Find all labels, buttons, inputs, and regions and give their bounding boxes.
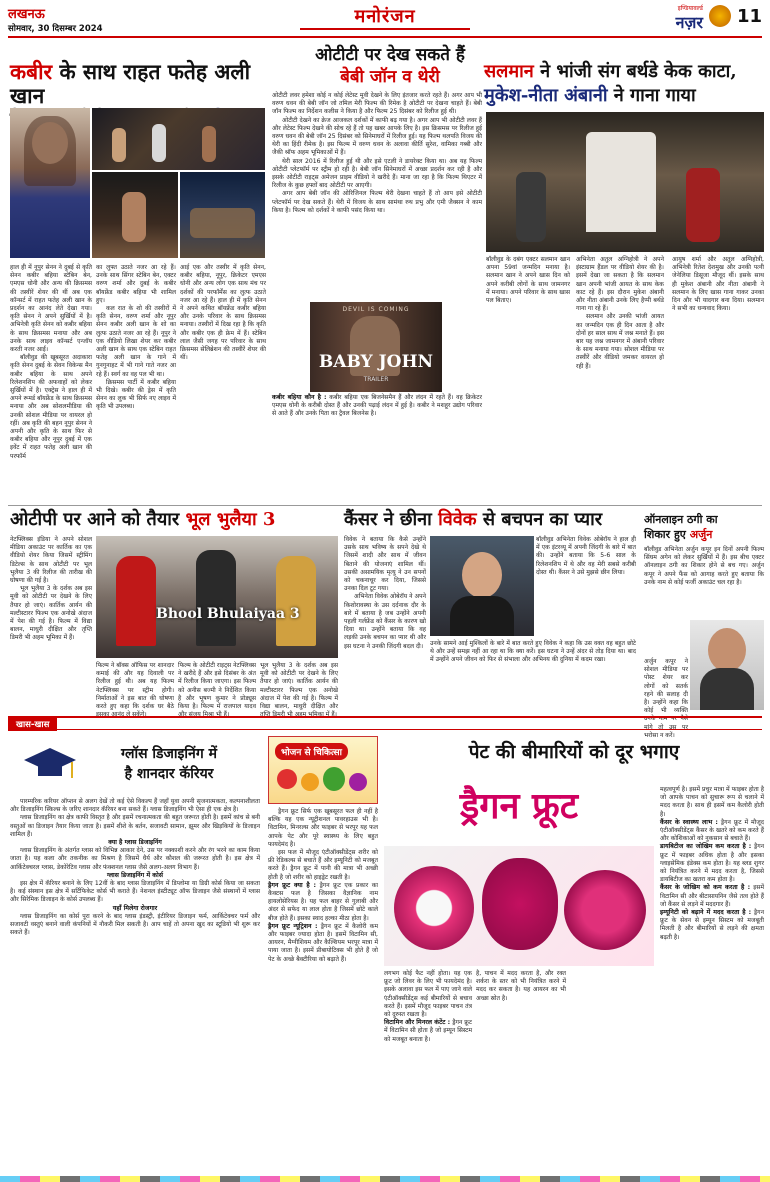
salman-birthday-photo (486, 112, 764, 252)
story2-headline: ओटीटी पर देख सकते हैं बेबी जॉन व थेरी (315, 45, 465, 87)
logo-text: नज़र (675, 13, 703, 32)
story4-col3: फिल्म के ओटीटी राइट्स नेटफ्लिक्स ने खरीदे हैं और इसे दिसंबर के अंत में रिलीज किया जाएगा। इस फिल्म को अनीस बज्मी ने निर्देशित किया है और भूषण कुमार ने प्रोड्यूस किया है। फिल्म में राजपाल यादव और संजय मिश्रा भी हैं। (178, 662, 256, 719)
story6-body: बॉलीवुड अभिनेता अर्जुन कपूर इन दिनों अपनी फिल्म सिंघम अगेन को लेकर सुर्खियों में हैं। इस बीच एक्टर ऑनलाइन ठगी का शिकार होने से बच गए। अर्जुन कपूर ने अपने फैंस को आगाह करते हुए बताया कि उनके नाम से कोई फर्जी अकाउंट चल रहा है। (644, 546, 764, 586)
food-therapy-badge: भोजन से चिकित्सा (268, 736, 378, 804)
story4-headline: ओटीपी पर आने को तैयार भूल भुलैया 3 (10, 509, 276, 530)
graduation-cap-icon (22, 744, 78, 788)
story5-col3: बॉलीवुड अभिनेता विवेक ओबेरॉय ने हाल ही में एक इंटरव्यू में अपनी जिंदगी के बारे में बात की। उन्होंने बताया कि 5-6 साल के रिलेशनशिप में थे और वह मेरी सबसे करीबी दोस्त थी। कैंसर ने उसे मुझसे छीन लिया। (536, 536, 636, 576)
story4-col4: भूल भुलैया 3 के दर्शक अब इस मूवी को ओटीटी पर देखने के लिए तैयार हो जाएं। कार्तिक आर्यन की मल्टीस्टारर फिल्म एक अनोखे अंदाज में पेश की गई है। फिल्म में विद्या बालन, माधुरी दीक्षित और तृप्ति डिमरी भी अहम भूमिका में हैं। (260, 662, 338, 719)
section-header (300, 4, 470, 30)
story7-headline: ग्लॉस डिजाइनिंग में है शानदार कॅरियर (121, 746, 217, 782)
story2-body: ओटीटी लवर हमेशा कोई न कोई लेटेस्ट मूवी देखने के लिए इंतजार करते रहते हैं। अगर आप भी वरुण धवन की बेबी जॉन जो तमिल मेरी फिल्म की रिमेक है ओटीटी पर देखना चाहते हैं। बेबी जॉन फिल्म का निर्देशन कलीस ने किया है और फिल्म 25 दिसंबर को रिलीज हुई थी। ओटीटी देखने का क्रेज आजकल दर्शकों में काफी बढ़ गया है। अगर आप भी ओटीटी लवर हैं और लेटेस्ट फिल्म देखने की सोच रहे हैं तो यह खबर आपके लिए है। इस क्रिसमस पर रिलीज हुई वरुण धवन की बेबी जॉन 25 दिसंबर को सिनेमाघरों में रिलीज हुई। यह फिल्म थलपति विजय की थेरी का हिंदी रीमेक है। इस फिल्म में वरुण धवन के अलावा कीर्ति सुरेश, वामिका गब्बी और जैकी श्रॉफ अहम भूमिकाओं में हैं। थेरी साल 2016 में रिलीज हुई थी और इसे एटली ने डायरेक्ट किया था। अब यह फिल्म ओटीटी प्लेटफॉर्म पर स्ट्रीम हो रही है। बेबी जॉन सिनेमाघरों में अच्छा प्रदर्शन कर रही है और इसके ओटीटी राइट्स अमेजन प्राइम वीडियो ने खरीदे हैं। माना जा रहा है कि फिल्म थिएटर में रिलीज के कुछ हफ्तों बाद ओटीटी पर आएगी। अगर आप बेबी जॉन की ओरिजिनल फिल्म थेरी देखना चाहते हैं तो आप इसे ओटीटी प्लेटफॉर्म पर देख सकते हैं। थेरी में विजय के साथ सामंथा रुथ प्रभु और एमी जैक्सन ने काम किया है। फिल्म को दर्शकों ने काफी पसंद किया था। (272, 92, 482, 214)
story9-col2: है, पाचन में मदद करता है, और रक्त शर्करा के स्तर को भी नियंत्रित करने में मदद कर सकता है। यह आयरन का भी अच्छा स्रोत है। (476, 970, 566, 1002)
story6-col2: अर्जुन कपूर ने सोशल मीडिया पर पोस्ट शेयर कर लोगों को सतर्क रहने की सलाह दी है। उन्होंने कहा कि कोई भी व्यक्ति उनके नाम पर पैसे मांगे तो उस पर भरोसा न करें। (644, 658, 688, 739)
concert-photo-2 (92, 172, 178, 258)
arjun-photo (690, 620, 764, 710)
baby-john-poster: DEVIL IS COMING BABY JOHN TRAILER (310, 302, 442, 392)
section-title: मनोरंजन (354, 6, 416, 27)
story7-body: पारम्परिक करियर ऑप्शन से अलग देखें तो कई ऐसे विकल्प हैं जहाँ युवा अपनी सृजनात्मकता, कल्पनाशीलता और डिजाइनिंग स्किल्स के जरिए शानदार कॅरियर बना सकते हैं। ग्लास डिजाइनिंग भी ऐसा ही एक क्षेत्र है। ग्लास डिजाइनिंग का क्षेत्र काफी विस्तृत है और इसमें रचनात्मकता की बहुत जरूरत होती है। इसमें कांच से बनी वस्तुओं का डिजाइन तैयार किया जाता है। इसमें शीशे के बर्तन, सजावटी सामान, झूमर और खिड़कियों के डिजाइन शामिल हैं। क्या है ग्लास डिजाइनिंग ग्लास डिजाइनिंग के अंतर्गत ग्लास को विभिन्न आकार देने, उस पर नक्काशी करने और रंग भरने का काम किया जाता है। यह कला और तकनीक का मिश्रण है जिसमें धैर्य और कौशल की जरूरत होती है। इस क्षेत्र में आर्किटेक्चरल ग्लास, डेकोरेटिव ग्लास और फंक्शनल ग्लास जैसे अलग-अलग विभाग हैं। ग्लास डिजाइनिंग में कोर्स इस क्षेत्र में कॅरियर बनाने के लिए 12वीं के बाद ग्लास डिजाइनिंग में डिप्लोमा या डिग्री कोर्स किया जा सकता है। कई संस्थान इस क्षेत्र में सर्टिफिकेट कोर्स भी कराते हैं। नेशनल इंस्टीट्यूट ऑफ डिजाइन जैसे संस्थानों में ग्लास और सिरेमिक डिजाइन के कोर्स उपलब्ध हैं। यहाँ मिलेगा रोजगार ग्लास डिजाइनिंग का कोर्स पूरा करने के बाद ग्लास इंडस्ट्री, इंटीरियर डिजाइन फर्म, आर्किटेक्चर फर्म और सजावटी वस्तुएं बनाने वाली कंपनियों में नौकरी मिल सकती है। आप चाहें तो अपना खुद का स्टूडियो भी शुरू कर सकते हैं। (10, 798, 260, 937)
kriti-photo (10, 108, 90, 258)
story1-headline: कबीर के साथ राहत फतेह अली खान (10, 59, 251, 109)
dragon-fruit-photo (384, 846, 654, 966)
story1-col3: आई एक और तस्वीर में कृति सेनन, कबीर बहिया, नूपुर, क्रिकेटर एमएस धोनी और अन्य लोग एक साथ मंच पर दर्शकों की परफॉर्मेंस का लुत्फ उठाते नजर आ रहे हैं। हाल ही में कृति सेनन ने अपने कथित बॉयफ्रेंड कबीर बहिया और उनके परिवार के साथ क्रिसमस मनाया। तस्वीरों में दिख रहा है कि कृति और कबीर एक ही फ्रेम में हैं। स्टेबिन लाल जैसी जगह पर परिवार के साथ क्रिसमस सेलिब्रेशन की तस्वीरें शेयर की थीं। (180, 264, 266, 362)
story2-sub: कबीर बहिया कौन है : कबीर बहिया एक बिजनेसमैन हैं और लंदन में रहते हैं। वह क्रिकेटर एमएस धोनी के करीबी दोस्त हैं और उनकी पढ़ाई लंदन में हुई है। कबीर ने मशहूर उद्योग परिवार से आते हैं और उनके पिता का ट्रैवल बिजनेस है। (272, 394, 482, 418)
story6-headline: ऑनलाइन ठगी का शिकार हुए अर्जुन (644, 513, 718, 541)
story9-col3: महत्वपूर्ण है। इसमें प्रचुर मात्रा में फाइबर होता है जो आपके पाचन को सुचारू रूप से चलाने में मदद करता है। साथ ही इसमें कम कैलोरी होती है। कैंसर के स्वास्थ्य लाभ : ड्रैगन फ्रूट में मौजूद एंटीऑक्सीडेंट्स कैंसर के खतरे को कम करते हैं और कोशिकाओं को नुकसान से बचाते हैं। डायबिटीज का जोखिम कम करता है : ड्रैगन फ्रूट में फाइबर अधिक होता है और इसका ग्लाइसेमिक इंडेक्स कम होता है। यह ब्लड शुगर को नियंत्रित करने में मदद करता है, जिससे डायबिटीज का खतरा कम होता है। कैंसर के जोखिम को कम करता है : इसमें विटामिन सी और बीटासायनिन जैसे तत्व होते हैं जो कैंसर से लड़ने में मददगार हैं। इम्यूनिटी को बढ़ाने में मदद करता है : ड्रैगन फ्रूट के सेवन से इम्यून सिस्टम को मजबूती मिलती है और बीमारियों से लड़ने की क्षमता बढ़ती है। (660, 786, 765, 941)
emblem-icon (709, 5, 731, 27)
issue-date: सोमवार, 30 दिसम्बर 2024 (8, 24, 103, 34)
logo-small-text: इण्डियावर्ल्ड (677, 5, 703, 12)
story3-col1: बॉलीवुड के दबंग एक्टर सलमान खान अपना 59वां जन्मदिन मनाया है। सलमान खान ने अपने खास दिन को अपने करीबी लोगों के साथ जामनगर में मनाया। अपने परिवार के साथ खास पल बिताए। (486, 256, 570, 305)
story5-headline: कैंसर ने छीना विवेक से बचपन का प्यार (344, 509, 603, 530)
print-registration-bar (0, 1176, 770, 1182)
story9-col1: लगभग कोई फैट नहीं होता। यह एक फ्रूट जो लिवर के लिए भी फायदेमंद है। इसके अलावा इस फल में पाए जाने वाले एंटीऑक्सीडेंट्स कई बीमारियों से बचाव करते हैं। इसमें मौजूद फाइबर पाचन तंत्र को दुरुस्त रखता है। विटामिन और मिनरल कंटेंट : ड्रैगन फ्रूट में विटामिन सी होता है जो इम्यून सिस्टम को मजबूत बनाता है। (384, 970, 473, 1043)
concert-photo-1 (92, 108, 265, 170)
bhool-bhulaiyaa-poster: Bhool Bhulaiyaa 3 (96, 536, 338, 658)
story4-col1: नेटफ्लिक्स इंडिया ने अपने सोशल मीडिया अकाउंट पर कार्तिक का एक वीडियो शेयर किया जिसमें स्ट्रीमिंग डिटेल्स के साथ ओटीटी पर भूल भुलैया 3 की रिलीज की तारीख की घोषणा की गई है। भूल भुलैया 3 के दर्शक अब इस मूवी को ओटीटी पर देखने के लिए तैयार हो जाएं। कार्तिक आर्यन की मल्टीस्टारर फिल्म एक अनोखे अंदाज में पेश की गई है। फिल्म में विद्या बालन, माधुरी दीक्षित और तृप्ति डिमरी भी अहम भूमिका में हैं। (10, 536, 92, 642)
newspaper-logo (676, 2, 703, 30)
story5-col1: विवेक ने बताया कि कैसे उन्होंने उसके साथ भविष्य के सपने देखे थे जिसमें शादी और साथ में जीवन बिताने की योजनाएं शामिल थीं। उसकी असामयिक मृत्यु ने उन सपनों को चकनाचूर कर दिया, जिससे उनका दिल टूट गया। अभिनेता विवेक ओबेरॉय ने अपने किशोरावस्था के उस दर्दनाक दौर के बारे में बताया है जब उन्होंने अपनी पहली गर्लफ्रेंड को कैंसर के कारण खो दिया था। उन्होंने बताया कि वह लड़की उनके बचपन का प्यार थी और इस घटना ने उनकी जिंदगी बदल दी। (344, 536, 426, 650)
story5-col2: उनके सामने आई मुश्किलों के बारे में बात करते हुए विवेक ने कहा कि उस वक्त वह बहुत छोटे थे और उन्हें समझ नहीं आ रहा था कि क्या करें। इस घटना ने उन्हें अंदर से तोड़ दिया था। बाद में उन्होंने अपने जीवन को फिर से संभाला और अभिनय की दुनिया में कदम रखा। (430, 640, 636, 664)
khas-khas-bar (8, 716, 762, 730)
story4-col2: फिल्म ने बॉक्स ऑफिस पर शानदार कमाई की और यह दिवाली पर रिलीज हुई थी। अब यह फिल्म नेटफ्लिक्स पर स्ट्रीम होगी। निर्माताओं ने इस बात की घोषणा करते हुए कहा कि दर्शक घर बैठे इसका आनंद ले सकेंगे। (96, 662, 174, 719)
story9-headline: पेट की बीमारियों को दूर भगाए (468, 741, 680, 763)
city-brand: लखनऊ (8, 7, 45, 22)
vivek-photo (430, 536, 534, 636)
story8-body: ड्रैगन फ्रूट सिर्फ एक खूबसूरत फल ही नहीं है बल्कि यह एक न्यूट्रीशनल पावरहाउस भी है। विटामिन, मिनरल्स और फाइबर से भरपूर यह फल आपके पेट और पूरे स्वास्थ्य के लिए बहुत फायदेमंद है। इस फल में मौजूद एंटीऑक्सीडेंट्स शरीर को फ्री रेडिकल्स से बचाते हैं और इम्यूनिटी को मजबूत करते हैं। ड्रैगन फ्रूट में पानी की मात्रा भी अच्छी होती है जो शरीर को हाइड्रेट रखती है। ड्रैगन फ्रूट क्या है : ड्रैगन फ्रूट एक प्रकार का कैक्टस फल है जिसका वैज्ञानिक नाम हायलोसेरियस है। यह फल बाहर से गुलाबी और अंदर से सफेद या लाल होता है जिसमें छोटे काले बीज होते हैं। इसका स्वाद हल्का मीठा होता है। ड्रैगन फ्रूट न्यूट्रिशन : ड्रैगन फ्रूट में कैलोरी कम और फाइबर ज्यादा होता है। इसमें विटामिन सी, आयरन, मैग्नीशियम और कैल्शियम भरपूर मात्रा में पाया जाता है। इसमें प्रीबायोटिक्स भी होते हैं जो पेट के अच्छे बैक्टीरिया को बढ़ाते हैं। (268, 808, 379, 963)
story1-col1: हाल ही में नूपुर सेनन ने दुबई से कृति सेनन कबीर बहिया स्टेबिन बेन, एमएस धोनी और अन्य की क्रिसमस की तस्वीरें शेयर की थीं अब एक कॉन्सर्ट में राहत फतेह अली खान के प्रदर्शन का आनंद लेते देखा गया। कृति सेनन ने अपने सुर्खियों में है। अभिनेत्री कृति सेनन को कबीर बहिया के साथ क्रिसमस मनाया और अब उनके साथ लाइव कॉन्सर्ट एन्जॉय करती नजर आईं। बॉलीवुड की खूबसूरत अदाकारा कृति सेनन दुबई के सेवन विकेन्स मैन कबीर बहिया के साथ अपने रिलेशनशिप की अफवाहों को लेकर सुर्खियों में है। एक्ट्रेस ने हाल ही में अपने रूमर्ड बॉयफ्रेंड के साथ क्रिसमस मनाया और अब सोशलमीडिया की उनकी सोशल मीडिया पर वायरल हो रहीं। अब कृति की बहन नूपुर सेनन ने अपनी और कृति के साथ फिर से कबीर बहिया और नूपुर दुबई में एक इवेंट में राहत फतेह अली खान की परफॉर्म (10, 264, 92, 460)
concert-photo-3 (180, 172, 265, 258)
divider-1 (8, 505, 762, 506)
masthead-left (8, 4, 103, 34)
story1-col2: का लुफ्त उठाते नजर आ रहे हैं। उनके साथ सिंगर स्टेबिन बेन, एक्टर वरुण शर्मा और दुबई के कबीर बॉयफ्रेंड कबीर बहिया भी शामिल हुए। कल रात के शो की तस्वीरों में कृति सेनन, वरुण शर्मा और नूपुर सेनन कबीर अली खान के शो का लुत्फ उठाते नजर आ रहे हैं। नूपुर ने एक वीडियो लिखा शेयर कर कबीर अली खान के साथ एक स्टेबिन राहत फतेह अली खान के गाने में गुनगुनाहट में भी गाने गाते नजर आ रहे हैं। स्वर्ग का वह पल भी था। क्रिसमस पार्टी में कबीर बहिया भी दिखे। कबीर की ड्रेस में कृति सेनन का लुक भी सिर्फ नए लाइव में कृति भी उपलब्ध। (96, 264, 176, 411)
khas-khas-label: खास-खास (8, 718, 57, 731)
story9-title: ड्रैगन फ्रूट (460, 785, 578, 827)
story3-headline: सलमान ने भांजी संग बर्थडे केक काटा, मुकेश-नीता अंबानी ने गाना गाया (484, 61, 737, 106)
story3-col3: आयुष शर्मा और अतुल अग्निहोत्री, अभिनेत्री रितेश देशमुख और उनकी पत्नी जेनेलिया डिसूजा मौजूद थीं। इसके साथ ही मुकेश अंबानी और नीता अंबानी ने सलमान के लिए खास गाना गाकर उनका दिन और भी यादगार बना दिया। सलमान ने सभी का धन्यवाद किया। (672, 256, 764, 313)
masthead-rule (8, 36, 762, 38)
story3-col2: अभिनेता अतुल अग्निहोत्री ने अपने इंस्टाग्राम हैंडल पर वीडियो शेयर की है। इसमें देखा जा सकता है कि सलमान खान अपनी भांजी आयत के साथ केक काट रहे हैं। इस दौरान मुकेश अंबानी और नीता अंबानी उनके लिए हैप्पी बर्थडे गाना गा रहे हैं। सलमान और उनकी भांजी आयत का जन्मदिन एक ही दिन आता है और दोनों हर साल साथ में जश्न मनाते हैं। इस बार यह जश्न जामनगर में अंबानी परिवार के साथ मनाया गया। सोशल मीडिया पर तस्वीरें और वीडियो जमकर वायरल हो रही हैं। (576, 256, 664, 370)
masthead-right (676, 2, 762, 30)
page-number: 11 (736, 5, 762, 27)
